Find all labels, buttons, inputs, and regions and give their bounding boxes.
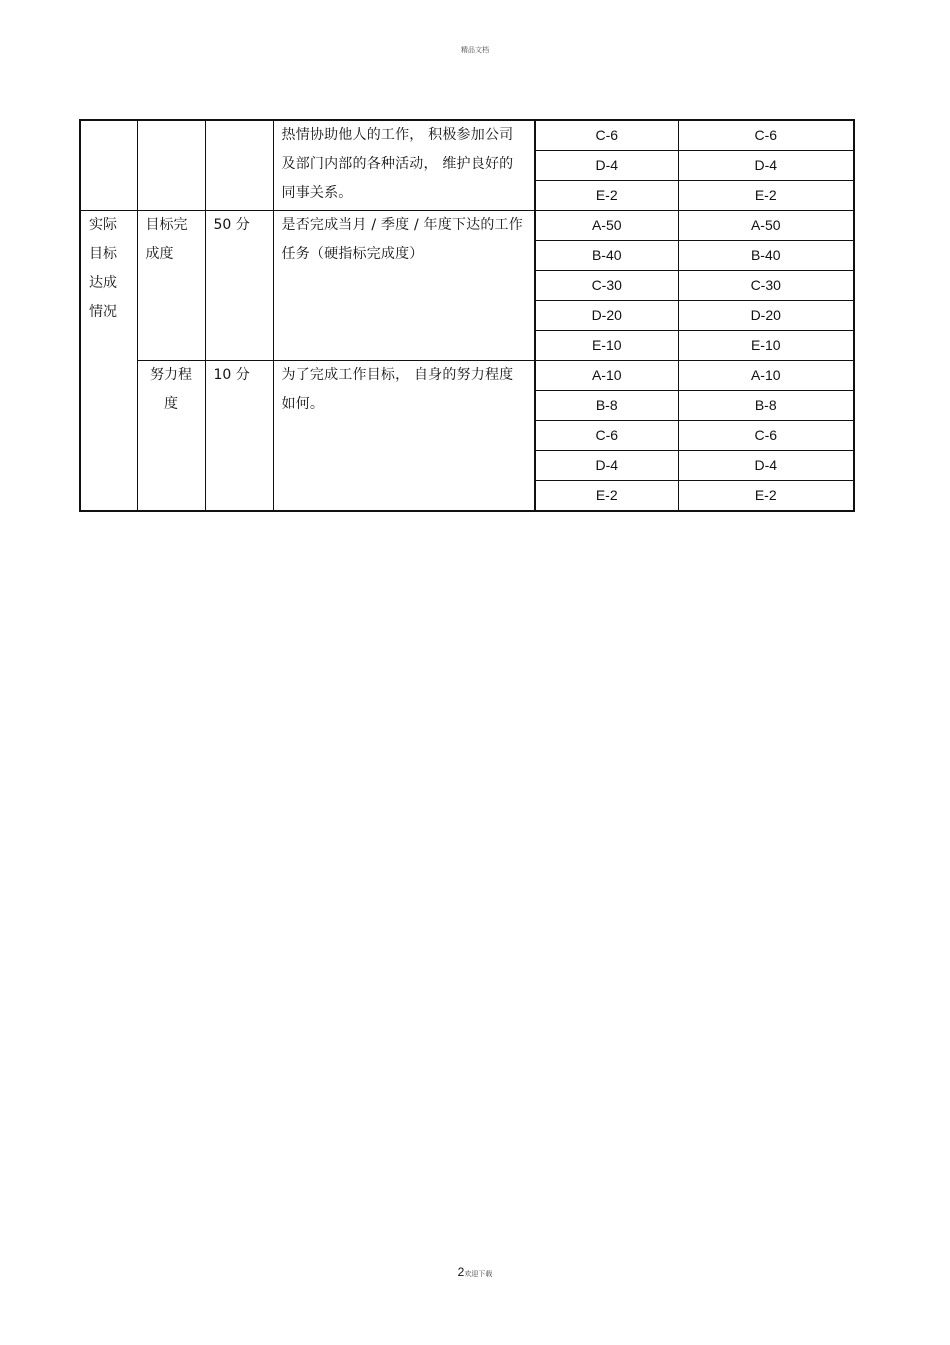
- item-cell: 努力程度: [137, 361, 205, 512]
- grade-cell: C-30: [535, 271, 678, 301]
- grade-cell: C-6: [535, 120, 678, 151]
- grade-cell: D-4: [535, 151, 678, 181]
- description-cell: 为了完成工作目标， 自身的努力程度如何。: [273, 361, 535, 512]
- grade-cell: C-6: [678, 421, 854, 451]
- points-cell: 50 分: [205, 211, 273, 361]
- category-cell: 实际目标达成情况: [80, 211, 137, 512]
- grade-cell: A-50: [535, 211, 678, 241]
- grade-cell: C-6: [535, 421, 678, 451]
- category-cell-empty: [80, 120, 137, 211]
- grade-cell: B-40: [535, 241, 678, 271]
- score-table: [79, 119, 855, 512]
- grade-cell: D-4: [678, 151, 854, 181]
- item-cell-empty: [137, 120, 205, 211]
- grade-cell: E-10: [678, 331, 854, 361]
- grade-cell: B-8: [678, 391, 854, 421]
- grade-cell: A-10: [678, 361, 854, 391]
- grade-cell: E-2: [678, 481, 854, 512]
- table-row: [80, 120, 854, 151]
- grade-cell: E-2: [678, 181, 854, 211]
- table-row: [80, 211, 854, 241]
- grade-cell: D-20: [678, 301, 854, 331]
- grade-cell: E-2: [535, 481, 678, 512]
- grade-cell: E-2: [535, 181, 678, 211]
- table-row: [80, 361, 854, 391]
- grade-cell: B-40: [678, 241, 854, 271]
- footer-text: 欢迎下载: [464, 1270, 493, 1278]
- points-cell: 10 分: [205, 361, 273, 512]
- grade-cell: D-4: [535, 451, 678, 481]
- grade-cell: D-4: [678, 451, 854, 481]
- grade-cell: A-10: [535, 361, 678, 391]
- grade-cell: B-8: [535, 391, 678, 421]
- page-number: 2: [457, 1265, 465, 1279]
- grade-cell: C-6: [678, 120, 854, 151]
- page-footer: [0, 1261, 950, 1280]
- grade-cell: C-30: [678, 271, 854, 301]
- page-header-text: 精品文档: [461, 46, 489, 54]
- description-cell: 热情协助他人的工作， 积极参加公司及部门内部的各种活动， 维护良好的同事关系。: [273, 120, 535, 211]
- points-cell-empty: [205, 120, 273, 211]
- grade-cell: E-10: [535, 331, 678, 361]
- grade-cell: D-20: [535, 301, 678, 331]
- item-cell: 目标完成度: [137, 211, 205, 361]
- description-cell: 是否完成当月 / 季度 / 年度下达的工作任务（硬指标完成度）: [273, 211, 535, 361]
- grade-cell: A-50: [678, 211, 854, 241]
